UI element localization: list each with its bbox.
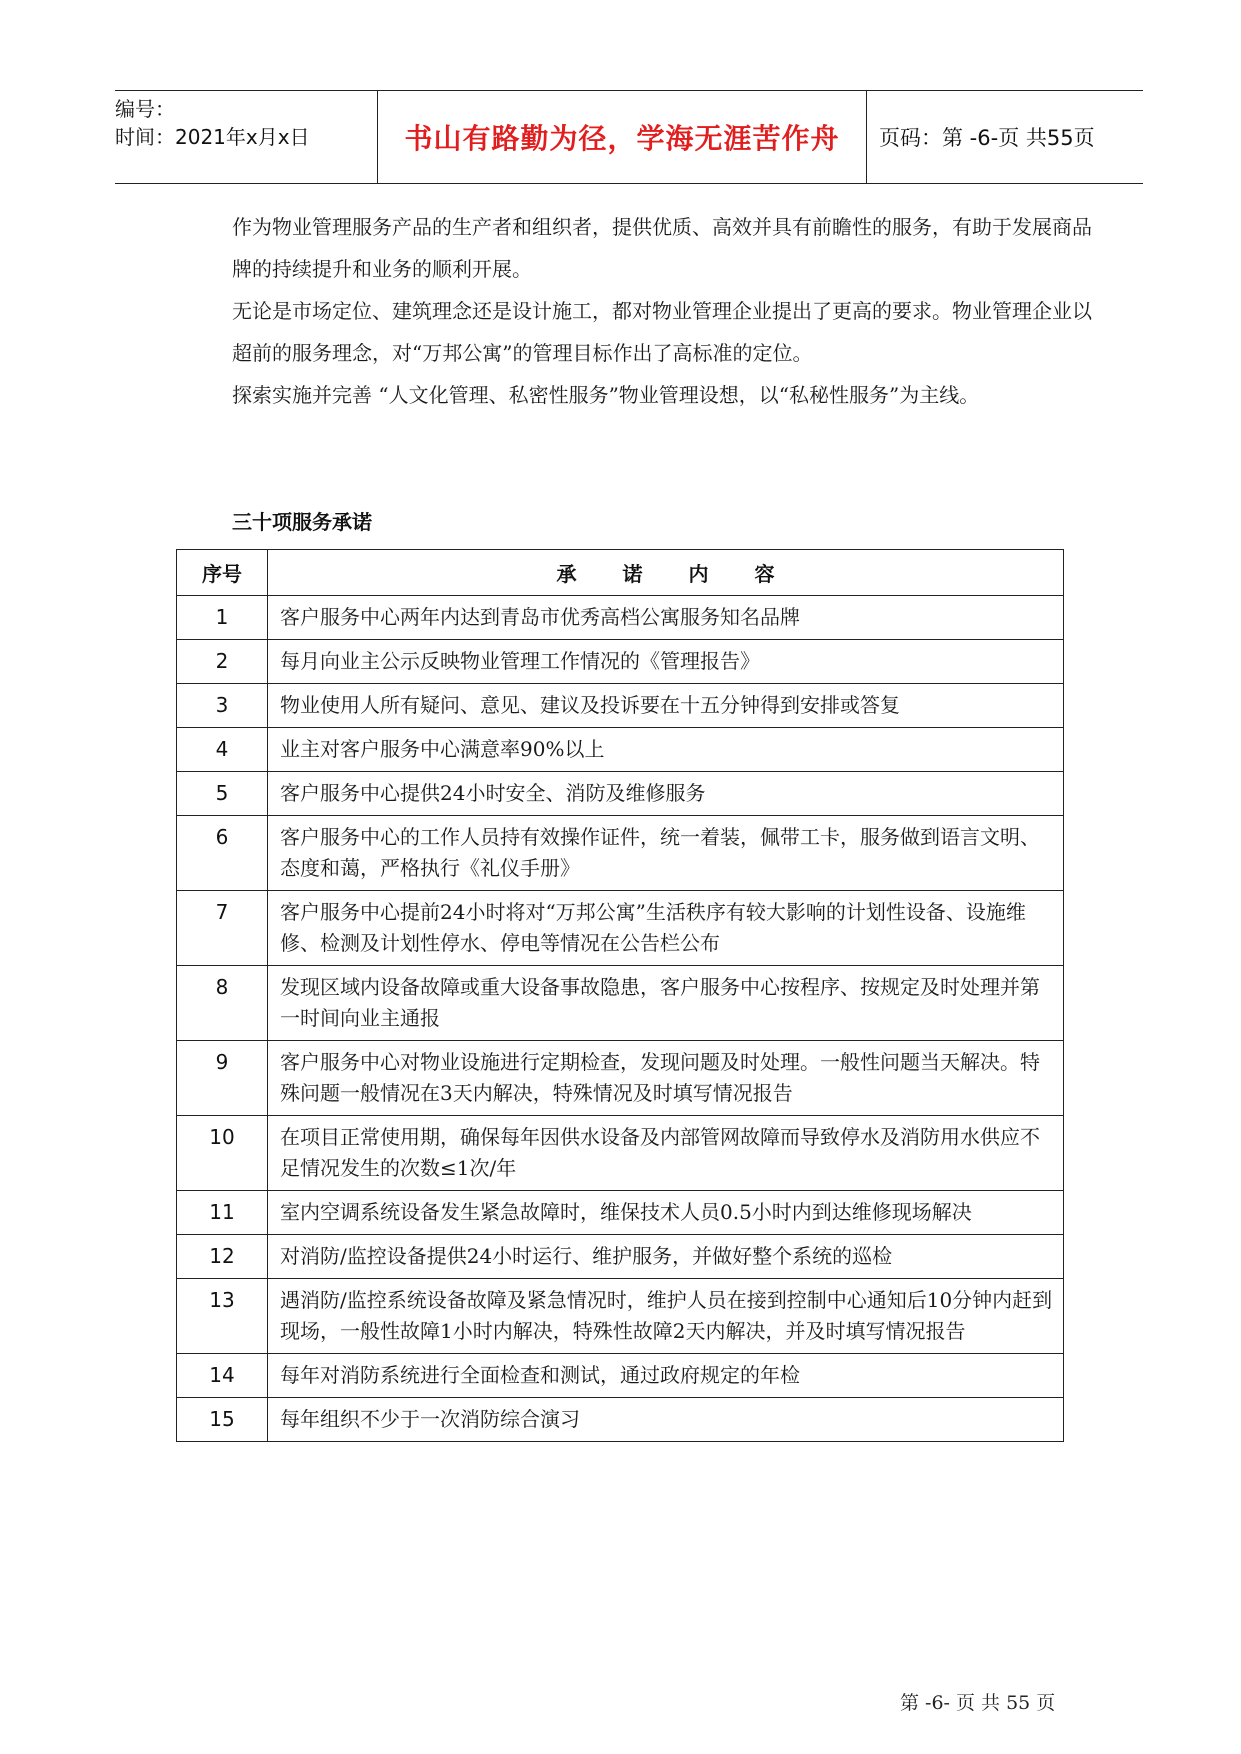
intro-paragraph-2: 无论是市场定位、建筑理念还是设计施工，都对物业管理企业提出了更高的要求。物业管理企业以超前的服务理念，对“万邦公寓”的管理目标作出了高标准的定位。 bbox=[232, 299, 1092, 365]
header-page-cell bbox=[867, 91, 1143, 183]
row-content: 室内空调系统设备发生紧急故障时，维保技术人员0.5小时内到达维修现场解决 bbox=[268, 1191, 1064, 1235]
time-label: 时间：2021年x月x日 bbox=[115, 125, 310, 149]
table-row bbox=[177, 891, 1064, 966]
table-row bbox=[177, 1354, 1064, 1398]
row-no: 7 bbox=[177, 891, 268, 966]
row-no: 2 bbox=[177, 640, 268, 684]
intro-paragraph-1: 作为物业管理服务产品的生产者和组织者，提供优质、高效并具有前瞻性的服务，有助于发展商品牌的持续提升和业务的顺利开展。 bbox=[232, 215, 1092, 281]
row-no: 5 bbox=[177, 772, 268, 816]
row-no: 12 bbox=[177, 1235, 268, 1279]
row-no: 13 bbox=[177, 1279, 268, 1354]
page-footer: 第 -6- 页 共 55 页 bbox=[900, 1692, 1056, 1714]
serial-label: 编号： bbox=[115, 97, 175, 121]
header-page-label: 页码：第 -6-页 共55页 bbox=[879, 126, 1095, 150]
row-no: 15 bbox=[177, 1398, 268, 1442]
row-content: 客户服务中心提前24小时将对“万邦公寓”生活秩序有较大影响的计划性设备、设施维修、检测及计划性停水、停电等情况在公告栏公布 bbox=[268, 891, 1064, 966]
row-no: 6 bbox=[177, 816, 268, 891]
table-row bbox=[177, 1191, 1064, 1235]
row-content: 客户服务中心两年内达到青岛市优秀高档公寓服务知名品牌 bbox=[268, 596, 1064, 640]
row-no: 1 bbox=[177, 596, 268, 640]
intro-text bbox=[232, 206, 1092, 416]
row-content: 客户服务中心对物业设施进行定期检查，发现问题及时处理。一般性问题当天解决。特殊问题一般情况在3天内解决，特殊情况及时填写情况报告 bbox=[268, 1041, 1064, 1116]
header-no: 序号 bbox=[177, 550, 268, 596]
section-title: 三十项服务承诺 bbox=[232, 510, 372, 534]
table-row bbox=[177, 728, 1064, 772]
row-content: 对消防/监控设备提供24小时运行、维护服务，并做好整个系统的巡检 bbox=[268, 1235, 1064, 1279]
table-row bbox=[177, 1398, 1064, 1442]
row-content: 每年对消防系统进行全面检查和测试，通过政府规定的年检 bbox=[268, 1354, 1064, 1398]
row-no: 11 bbox=[177, 1191, 268, 1235]
table-row bbox=[177, 684, 1064, 728]
row-no: 4 bbox=[177, 728, 268, 772]
row-no: 3 bbox=[177, 684, 268, 728]
header-content bbox=[268, 550, 1064, 596]
header-meta bbox=[115, 91, 377, 183]
intro-paragraph-3: 探索实施并完善 “人文化管理、私密性服务”物业管理设想，以“私秘性服务”为主线。 bbox=[232, 383, 980, 407]
row-no: 14 bbox=[177, 1354, 268, 1398]
header-motto-cell bbox=[377, 91, 867, 183]
table-row bbox=[177, 640, 1064, 684]
row-content: 客户服务中心提供24小时安全、消防及维修服务 bbox=[268, 772, 1064, 816]
table-row bbox=[177, 596, 1064, 640]
table-header-row bbox=[177, 550, 1064, 596]
motto: 书山有路勤为径，学海无涯苦作舟 bbox=[404, 122, 840, 155]
table-row bbox=[177, 1235, 1064, 1279]
row-content: 每年组织不少于一次消防综合演习 bbox=[268, 1398, 1064, 1442]
row-content: 遇消防/监控系统设备故障及紧急情况时，维护人员在接到控制中心通知后10分钟内赶到现场，一般性故障1小时内解决，特殊性故障2天内解决，并及时填写情况报告 bbox=[268, 1279, 1064, 1354]
table-row bbox=[177, 816, 1064, 891]
table-row bbox=[177, 1041, 1064, 1116]
row-content: 业主对客户服务中心满意率90%以上 bbox=[268, 728, 1064, 772]
commitment-table bbox=[176, 549, 1064, 1442]
row-no: 8 bbox=[177, 966, 268, 1041]
table-row bbox=[177, 966, 1064, 1041]
row-content: 客户服务中心的工作人员持有效操作证件，统一着装，佩带工卡，服务做到语言文明、态度和蔼，严格执行《礼仪手册》 bbox=[268, 816, 1064, 891]
row-content: 发现区域内设备故障或重大设备事故隐患，客户服务中心按程序、按规定及时处理并第一时间向业主通报 bbox=[268, 966, 1064, 1041]
row-no: 10 bbox=[177, 1116, 268, 1191]
row-no: 9 bbox=[177, 1041, 268, 1116]
row-content: 在项目正常使用期，确保每年因供水设备及内部管网故障而导致停水及消防用水供应不足情况发生的次数≤1次/年 bbox=[268, 1116, 1064, 1191]
page-header bbox=[115, 90, 1143, 184]
header-content-label: 承诺内容 bbox=[556, 562, 821, 586]
table-row bbox=[177, 1116, 1064, 1191]
row-content: 物业使用人所有疑问、意见、建议及投诉要在十五分钟得到安排或答复 bbox=[268, 684, 1064, 728]
table-row bbox=[177, 1279, 1064, 1354]
table-row bbox=[177, 772, 1064, 816]
row-content: 每月向业主公示反映物业管理工作情况的《管理报告》 bbox=[268, 640, 1064, 684]
